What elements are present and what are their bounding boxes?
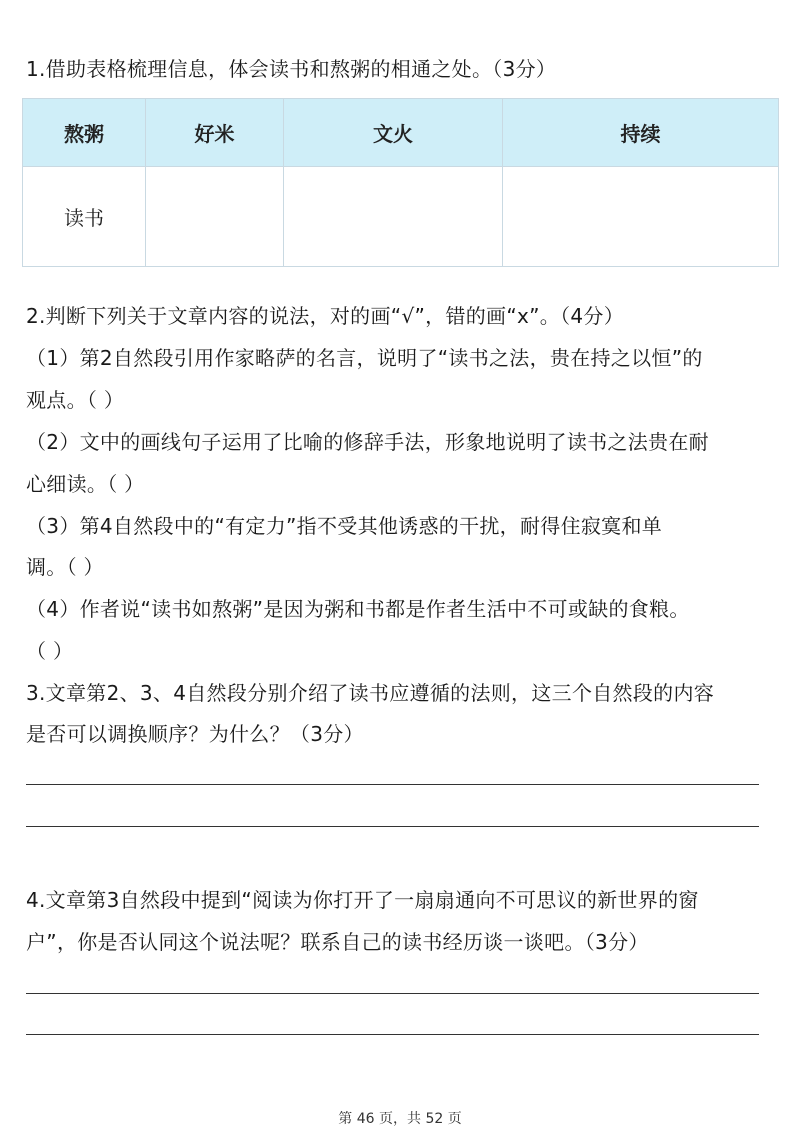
answer-cell[interactable] xyxy=(503,167,779,267)
table-row xyxy=(23,167,779,267)
question-2-line: 调。（ ） xyxy=(26,555,104,579)
answer-cell[interactable] xyxy=(146,167,284,267)
table-header-cell: 好米 xyxy=(146,99,284,167)
question-2-line: （ ） xyxy=(26,639,74,663)
question-3-line: 是否可以调换顺序？为什么？（3分） xyxy=(26,722,364,746)
question-1-title: 1.借助表格梳理信息，体会读书和熬粥的相通之处。（3分） xyxy=(26,57,557,81)
question-4-line: 户”，你是否认同这个说法呢？联系自己的读书经历谈一谈吧。（3分） xyxy=(26,930,649,954)
question-2-line: （1）第2自然段引用作家略萨的名言，说明了“读书之法，贵在持之以恒”的 xyxy=(26,346,703,370)
question-3-line: 3.文章第2、3、4自然段分别介绍了读书应遵循的法则，这三个自然段的内容 xyxy=(26,681,715,705)
page-footer: 第 46 页，共 52 页 xyxy=(338,1111,462,1127)
table-header-row xyxy=(23,99,779,167)
answer-cell[interactable] xyxy=(284,167,503,267)
answer-line[interactable] xyxy=(26,826,759,827)
answer-line[interactable] xyxy=(26,784,759,785)
question-4-line: 4.文章第3自然段中提到“阅读为你打开了一扇扇通向不可思议的新世界的窗 xyxy=(26,888,699,912)
answer-line[interactable] xyxy=(26,1034,759,1035)
table-header-cell: 持续 xyxy=(503,99,779,167)
question-2-line: （2）文中的画线句子运用了比喻的修辞手法，形象地说明了读书之法贵在耐 xyxy=(26,430,709,454)
question-2-line: 心细读。（ ） xyxy=(26,472,145,496)
answer-line[interactable] xyxy=(26,993,759,994)
table-header-cell: 熬粥 xyxy=(23,99,146,167)
comparison-table xyxy=(22,98,779,267)
question-2-title: 2.判断下列关于文章内容的说法，对的画“√”，错的画“x”。（4分） xyxy=(26,304,625,328)
question-2-line: （4）作者说“读书如熬粥”是因为粥和书都是作者生活中不可或缺的食粮。 xyxy=(26,597,690,621)
question-2-line: （3）第4自然段中的“有定力”指不受其他诱惑的干扰，耐得住寂寞和单 xyxy=(26,514,663,538)
table-row-label: 读书 xyxy=(23,167,146,267)
question-2-line: 观点。（ ） xyxy=(26,388,125,412)
table-header-cell: 文火 xyxy=(284,99,503,167)
